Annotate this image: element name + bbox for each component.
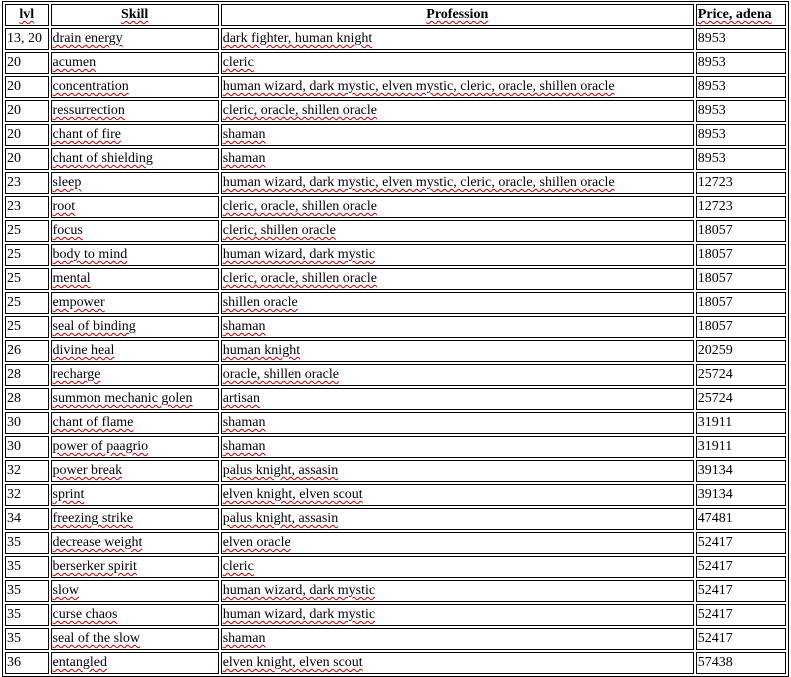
cell-profession-text: human knight	[222, 343, 301, 358]
cell-skill	[51, 556, 219, 578]
cell-lvl: 25	[5, 292, 49, 314]
cell-profession-text: elven knight, elven scout	[222, 487, 363, 502]
cell-price: 8953	[696, 148, 786, 170]
cell-skill	[51, 124, 219, 146]
cell-lvl: 35	[5, 532, 49, 554]
cell-lvl: 20	[5, 100, 49, 122]
table-row	[5, 652, 786, 674]
cell-profession	[221, 76, 694, 98]
table-row	[5, 436, 786, 458]
cell-profession	[221, 28, 694, 50]
cell-profession-text: shaman	[222, 151, 266, 166]
cell-skill-text: drain energy	[52, 31, 123, 46]
cell-skill-text: seal of the slow	[52, 631, 141, 646]
cell-lvl: 25	[5, 220, 49, 242]
cell-price: 31911	[696, 436, 786, 458]
cell-lvl: 23	[5, 172, 49, 194]
cell-skill-text: ressurrection	[52, 103, 125, 118]
cell-skill-text: empower	[52, 295, 105, 310]
cell-lvl: 13, 20	[5, 28, 49, 50]
cell-skill-text: sleep	[52, 175, 82, 190]
cell-skill-text: body to mind	[52, 247, 128, 262]
cell-profession-text: human wizard, dark mystic	[222, 247, 376, 262]
cell-profession	[221, 652, 694, 674]
cell-lvl: 20	[5, 124, 49, 146]
cell-skill	[51, 508, 219, 530]
table-body	[5, 28, 786, 674]
cell-skill-text: summon mechanic golen	[52, 391, 193, 406]
cell-skill	[51, 484, 219, 506]
cell-price: 12723	[696, 196, 786, 218]
cell-skill-text: curse chaos	[52, 607, 118, 622]
cell-profession-text: elven knight, elven scout	[222, 655, 363, 670]
cell-price: 31911	[696, 412, 786, 434]
cell-profession	[221, 436, 694, 458]
cell-skill-text: decrease weight	[52, 535, 143, 550]
cell-price: 52417	[696, 532, 786, 554]
cell-profession-text: palus knight, assasin	[222, 511, 339, 526]
cell-profession	[221, 292, 694, 314]
cell-profession-text: cleric, oracle, shillen oracle	[222, 103, 378, 118]
cell-skill-text: root	[52, 199, 76, 214]
cell-profession-text: human wizard, dark mystic, elven mystic, cleric, oracle, shillen oracle	[222, 175, 615, 190]
cell-skill	[51, 604, 219, 626]
table-row	[5, 268, 786, 290]
cell-skill-text: seal of binding	[52, 319, 136, 334]
cell-lvl: 35	[5, 604, 49, 626]
header-profession: Profession	[221, 4, 694, 26]
cell-lvl: 28	[5, 388, 49, 410]
cell-skill-text: entangled	[52, 655, 107, 670]
cell-profession-text: dark fighter, human knight	[222, 31, 373, 46]
table-row	[5, 220, 786, 242]
cell-profession	[221, 388, 694, 410]
table-header-row	[5, 4, 786, 26]
table-row	[5, 484, 786, 506]
cell-lvl: 30	[5, 412, 49, 434]
cell-price: 52417	[696, 556, 786, 578]
table-row	[5, 148, 786, 170]
cell-skill	[51, 196, 219, 218]
cell-profession-text: cleric, shillen oracle	[222, 223, 336, 238]
cell-skill-text: chant of flame	[52, 415, 134, 430]
cell-price: 18057	[696, 244, 786, 266]
table-row	[5, 556, 786, 578]
cell-profession	[221, 244, 694, 266]
cell-profession-text: human wizard, dark mystic	[222, 583, 376, 598]
cell-lvl: 23	[5, 196, 49, 218]
cell-lvl: 35	[5, 580, 49, 602]
cell-profession-text: shaman	[222, 631, 266, 646]
cell-skill	[51, 412, 219, 434]
cell-lvl: 25	[5, 268, 49, 290]
cell-price: 8953	[696, 28, 786, 50]
cell-skill	[51, 388, 219, 410]
cell-profession	[221, 412, 694, 434]
cell-profession	[221, 220, 694, 242]
table-row	[5, 124, 786, 146]
cell-profession-text: elven oracle	[222, 535, 291, 550]
cell-profession-text: shaman	[222, 439, 266, 454]
cell-price: 39134	[696, 460, 786, 482]
table-row	[5, 628, 786, 650]
table-row	[5, 580, 786, 602]
cell-skill	[51, 28, 219, 50]
table-row	[5, 292, 786, 314]
cell-lvl: 25	[5, 244, 49, 266]
cell-price: 52417	[696, 628, 786, 650]
cell-skill	[51, 100, 219, 122]
cell-price: 8953	[696, 100, 786, 122]
cell-profession	[221, 460, 694, 482]
cell-profession	[221, 268, 694, 290]
cell-skill-text: berserker spirit	[52, 559, 137, 574]
cell-lvl: 20	[5, 148, 49, 170]
cell-profession-text: cleric, oracle, shillen oracle	[222, 199, 378, 214]
cell-profession-text: oracle, shillen oracle	[222, 367, 339, 382]
cell-lvl: 20	[5, 52, 49, 74]
cell-price: 52417	[696, 604, 786, 626]
header-skill: Skill	[51, 4, 219, 26]
cell-skill	[51, 292, 219, 314]
table-row	[5, 76, 786, 98]
cell-skill-text: divine heal	[52, 343, 115, 358]
document-page	[2, 1, 789, 677]
cell-profession	[221, 52, 694, 74]
cell-profession	[221, 532, 694, 554]
cell-skill-text: power of paagrio	[52, 439, 149, 454]
cell-lvl: 35	[5, 556, 49, 578]
cell-profession-text: cleric	[222, 55, 254, 70]
cell-skill	[51, 628, 219, 650]
table-row	[5, 460, 786, 482]
cell-skill	[51, 580, 219, 602]
cell-price: 18057	[696, 316, 786, 338]
table-row	[5, 412, 786, 434]
cell-skill-text: slow	[52, 583, 79, 598]
cell-price: 57438	[696, 652, 786, 674]
cell-price: 18057	[696, 292, 786, 314]
table-row	[5, 244, 786, 266]
cell-lvl: 32	[5, 460, 49, 482]
cell-profession	[221, 628, 694, 650]
cell-skill	[51, 460, 219, 482]
table-row	[5, 172, 786, 194]
cell-profession-text: cleric	[222, 559, 254, 574]
cell-skill	[51, 52, 219, 74]
cell-price: 8953	[696, 76, 786, 98]
cell-price: 8953	[696, 124, 786, 146]
cell-profession	[221, 364, 694, 386]
table-row	[5, 100, 786, 122]
cell-price: 8953	[696, 52, 786, 74]
cell-skill	[51, 76, 219, 98]
cell-skill	[51, 244, 219, 266]
cell-skill	[51, 148, 219, 170]
cell-profession-text: shaman	[222, 415, 266, 430]
cell-skill-text: acumen	[52, 55, 97, 70]
cell-price: 18057	[696, 220, 786, 242]
cell-skill-text: sprint	[52, 487, 85, 502]
table-row	[5, 532, 786, 554]
table-row	[5, 364, 786, 386]
cell-price: 20259	[696, 340, 786, 362]
cell-profession	[221, 484, 694, 506]
cell-skill-text: chant of fire	[52, 127, 121, 142]
cell-profession-text: shaman	[222, 319, 266, 334]
cell-lvl: 20	[5, 76, 49, 98]
cell-profession	[221, 508, 694, 530]
cell-skill	[51, 436, 219, 458]
cell-profession-text: human wizard, dark mystic, elven mystic, cleric, oracle, shillen oracle	[222, 79, 615, 94]
cell-price: 39134	[696, 484, 786, 506]
cell-skill-text: focus	[52, 223, 83, 238]
cell-profession	[221, 340, 694, 362]
cell-price: 12723	[696, 172, 786, 194]
cell-skill	[51, 364, 219, 386]
cell-skill	[51, 220, 219, 242]
cell-lvl: 35	[5, 628, 49, 650]
cell-profession	[221, 196, 694, 218]
skills-table	[2, 1, 789, 677]
table-row	[5, 604, 786, 626]
cell-price: 25724	[696, 364, 786, 386]
cell-profession	[221, 556, 694, 578]
cell-profession-text: shaman	[222, 127, 266, 142]
cell-price: 52417	[696, 580, 786, 602]
cell-profession	[221, 316, 694, 338]
cell-skill-text: concentration	[52, 79, 129, 94]
cell-skill	[51, 316, 219, 338]
cell-skill	[51, 532, 219, 554]
table-row	[5, 508, 786, 530]
table-row	[5, 388, 786, 410]
cell-skill	[51, 172, 219, 194]
header-lvl: lvl	[5, 4, 49, 26]
cell-lvl: 26	[5, 340, 49, 362]
cell-price: 47481	[696, 508, 786, 530]
cell-skill	[51, 340, 219, 362]
cell-profession-text: shillen oracle	[222, 295, 298, 310]
table-row	[5, 196, 786, 218]
cell-profession	[221, 148, 694, 170]
cell-price: 18057	[696, 268, 786, 290]
cell-profession	[221, 604, 694, 626]
cell-skill-text: chant of shielding	[52, 151, 153, 166]
table-row	[5, 52, 786, 74]
cell-profession	[221, 580, 694, 602]
cell-profession-text: human wizard, dark mystic	[222, 607, 376, 622]
cell-skill	[51, 268, 219, 290]
cell-profession	[221, 124, 694, 146]
cell-lvl: 25	[5, 316, 49, 338]
cell-lvl: 36	[5, 652, 49, 674]
cell-profession-text: cleric, oracle, shillen oracle	[222, 271, 378, 286]
cell-skill	[51, 652, 219, 674]
cell-price: 25724	[696, 388, 786, 410]
table-row	[5, 28, 786, 50]
table-row	[5, 316, 786, 338]
cell-skill-text: mental	[52, 271, 91, 286]
cell-lvl: 28	[5, 364, 49, 386]
cell-lvl: 30	[5, 436, 49, 458]
cell-skill-text: freezing strike	[52, 511, 134, 526]
cell-profession-text: palus knight, assasin	[222, 463, 339, 478]
cell-profession	[221, 100, 694, 122]
table-row	[5, 340, 786, 362]
cell-lvl: 34	[5, 508, 49, 530]
cell-skill-text: power break	[52, 463, 123, 478]
cell-skill-text: recharge	[52, 367, 101, 382]
header-price: Price, adena	[696, 4, 786, 26]
cell-profession-text: artisan	[222, 391, 261, 406]
cell-profession	[221, 172, 694, 194]
cell-lvl: 32	[5, 484, 49, 506]
